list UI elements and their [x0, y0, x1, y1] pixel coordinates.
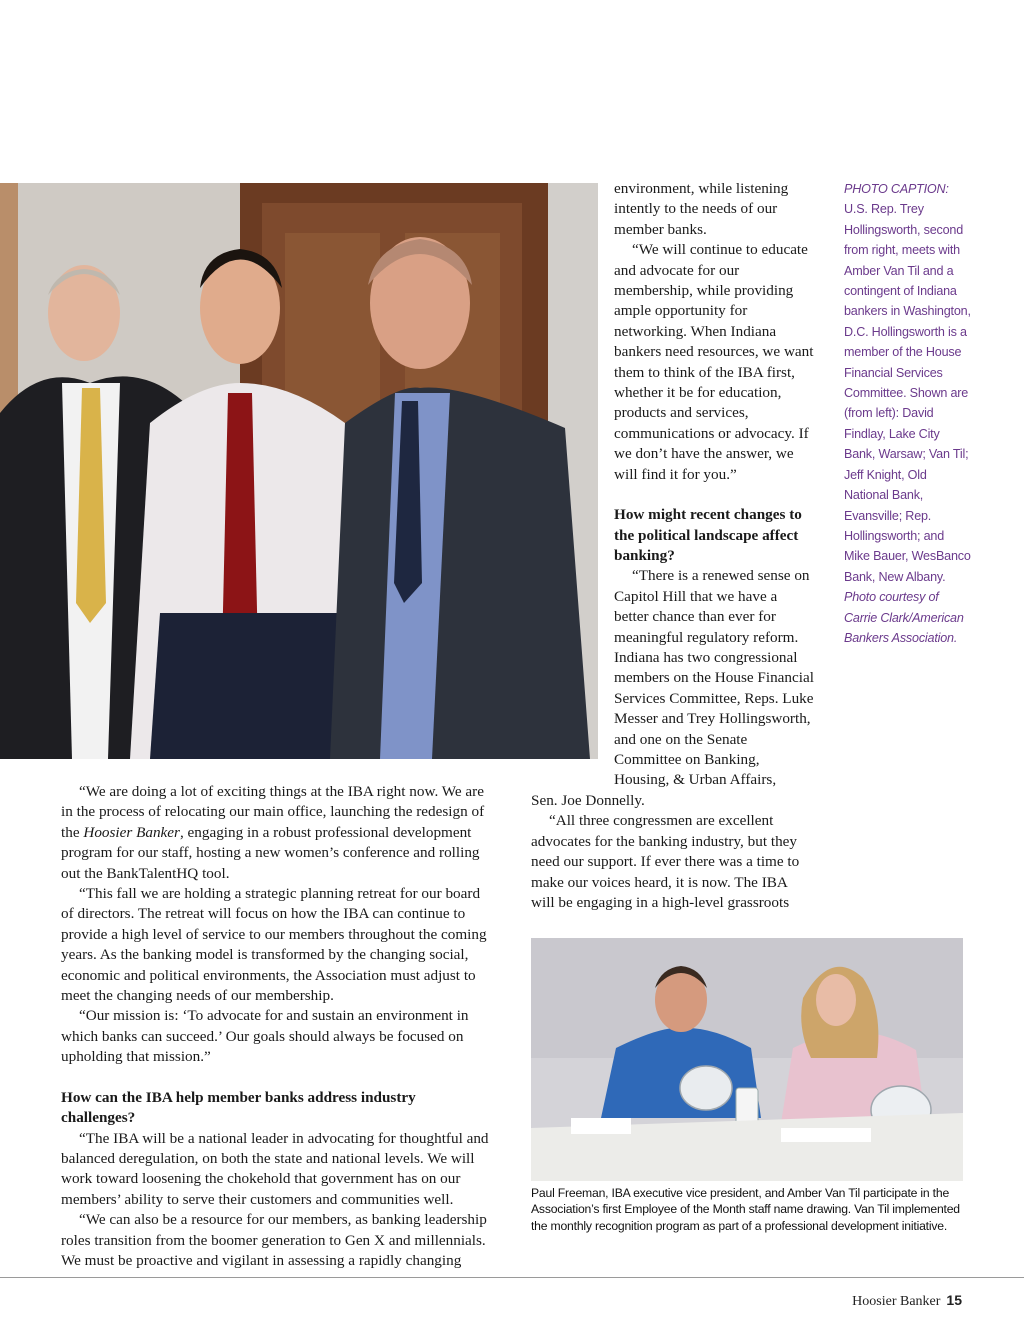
paragraph: “This fall we are holding a strategic planning retreat for our board of directors. The retreat will focus on how the IBA can continue to provide a high level of service to our members throughout the coming years. As the banking model is transformed by the changing social, economic and political environments, the Association must adjust to meet the changing needs of our membership.: [61, 885, 487, 1005]
paragraph: environment, while listening intently to the needs of our member banks.: [614, 180, 789, 238]
paragraph: “The IBA will be a national leader in advocating for thoughtful and balanced deregulation, on both the state and national levels. We will work toward loosening the chokehold that government has on our members’ ability to serve their customers and communities well.: [61, 1129, 489, 1208]
caption-label: PHOTO CAPTION:: [844, 182, 949, 196]
paragraph: “We can also be a resource for our members, as banking leadership roles transition from the boomer generation to Gen X and millennials. We must be proactive and vigilant in assessing a rapidly changing: [61, 1211, 487, 1269]
footer-divider: [0, 1277, 1024, 1278]
text-run: , engaging in a robust professional development program for our staff, hosting a new women’s conference and rolling out the BankTalentHQ tool.: [61, 823, 480, 882]
section-heading: How might recent changes to the political landscape affect banking?: [614, 506, 802, 564]
paragraph: Sen. Joe Donnelly.: [531, 792, 645, 809]
page-footer: [852, 1292, 962, 1310]
sidebar-photo-caption: [844, 179, 972, 648]
staff-drawing-illustration: [531, 938, 963, 1181]
caption-body: U.S. Rep. Trey Hollingsworth, second from right, meets with Amber Van Til and a contingent of Indiana bankers in Washington, D.C. Hollingsworth is a member of the House Financial Services Committee. Shown are (from left): David Findlay, Lake City Bank, Warsaw; Van Til; Jeff Knight, Old National Bank, Evansville; Rep. Hollingsworth; and Mike Bauer, WesBanco Bank, New Albany.: [844, 202, 971, 584]
paragraph: [61, 782, 493, 884]
publication-title: Hoosier Banker: [83, 823, 180, 841]
paragraph: “Our mission is: ‘To advocate for and sustain an environment in which banks can succeed.’ Our goals should always be focused on upholding that mission.”: [61, 1007, 469, 1066]
article-column-top: [614, 179, 814, 791]
publication-name: Hoosier Banker: [852, 1294, 941, 1309]
page-number: 15: [946, 1292, 962, 1308]
paragraph: “All three congressmen are excellent advocates for the banking industry, but they need our support. If ever there was a time to make our voices heard, it is now. The IBA will be engaging in a high-level grassroots: [531, 812, 800, 912]
paragraph: “We will continue to educate and advocate for our membership, while providing ample opportunity for networking. When Indiana bankers need resources, we want them to think of the IBA first, whether it be for education, products and services, communications or advocacy. If we don’t have the answer, we will find it for you.”: [614, 241, 814, 483]
photo-staff-drawing: [531, 938, 963, 1181]
photo-group-portrait: [0, 183, 598, 759]
group-portrait-illustration: [0, 183, 598, 759]
photo-caption: Paul Freeman, IBA executive vice president, and Amber Van Til participate in the Association’s first Employee of the Month staff name drawing. Van Til implemented the monthly recognition program as part of a professional development initiative.: [531, 1186, 960, 1233]
section-heading: How can the IBA help member banks address industry challenges?: [61, 1088, 416, 1127]
paragraph: “There is a renewed sense on Capitol Hill that we have a better chance than ever for meaningful regulatory reform. Indiana has two congressional members on the House Financial Services Committee, Reps. Luke Messer and Trey Hollingsworth, and one on the Senate Committee on Banking, Housing, & Urban Affairs,: [614, 567, 814, 789]
text-run: “We are doing a lot of exciting things at the IBA right now. We are in the process of relocating our main office, launching the redesign of the: [61, 783, 485, 841]
article-column-middle: [531, 791, 811, 913]
photo-credit: Photo courtesy of Carrie Clark/American Bankers Association.: [844, 590, 964, 645]
article-column-left: [61, 782, 493, 1271]
